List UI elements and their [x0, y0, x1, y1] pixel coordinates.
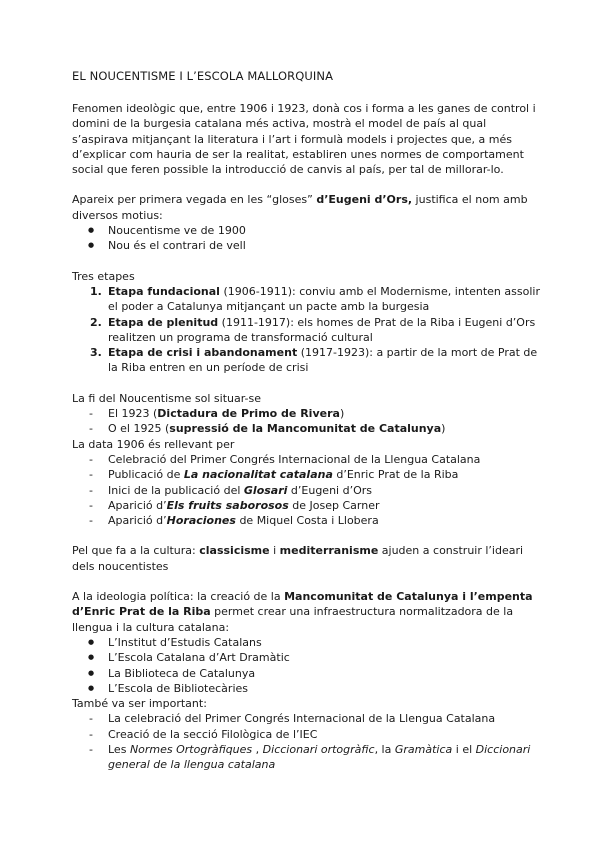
- list-item: ● Noucentisme ve de 1900: [72, 223, 540, 238]
- item-post: ): [441, 422, 446, 436]
- list-item: [72, 345, 540, 376]
- gloses-text-pre: Apareix per primera vegada en les “gloses”: [72, 193, 317, 207]
- list-item: [72, 406, 540, 421]
- list-item: ● Nou és el contrari de vell: [72, 238, 540, 253]
- list-item: - La celebració del Primer Congrés Internacional de la Llengua Catalana: [72, 711, 540, 726]
- cultura-post: ajuden a construir l’ideari dels noucentistes: [72, 544, 524, 573]
- item-pre: Publicació de: [108, 468, 184, 482]
- gloses-paragraph: [72, 192, 540, 223]
- cultura-bold-2: mediterranisme: [279, 544, 379, 558]
- cultura-paragraph: [72, 543, 540, 574]
- normes-title-2: Diccionari ortogràfic: [262, 742, 375, 756]
- etapa-number: 3.: [90, 346, 102, 360]
- etapa-name: Etapa de crisi i abandonament: [108, 346, 298, 360]
- list-item: [72, 467, 540, 482]
- item-title: Els fruits saborosos: [166, 498, 289, 512]
- item-pre: Aparició d’: [108, 498, 167, 512]
- etapa-text: (1906-1911): conviu amb el Modernisme, intenten assolir el poder a Catalunya mitjançant un pacte amb la burgesia: [108, 284, 540, 314]
- politica-post: permet crear una infraestructura normalitzadora de la llengua i la cultura catalana:: [72, 605, 514, 634]
- etapa-number: 2.: [90, 315, 102, 329]
- cultura-mid: i: [269, 544, 280, 558]
- data1906-list: [72, 452, 540, 528]
- item-post: d’Eugeni d’Ors: [287, 483, 372, 497]
- item-post: d’Enric Prat de la Riba: [332, 468, 459, 482]
- list-item: [72, 284, 540, 315]
- item-post: de Josep Carner: [288, 498, 380, 512]
- list-item: [72, 315, 540, 346]
- etapa-text: (1911-1917): els homes de Prat de la Riba i Eugeni d’Ors realitzen un programa de transformació cultural: [108, 315, 536, 344]
- list-item: ● L’Escola Catalana d’Art Dramàtic: [72, 650, 540, 665]
- list-item: ● L’Institut d’Estudis Catalans: [72, 635, 540, 650]
- tambe-list: [72, 711, 540, 772]
- item-bold: Dictadura de Primo de Rivera: [157, 407, 340, 421]
- page-title: EL NOUCENTISME I L’ESCOLA MALLORQUINA: [72, 69, 334, 83]
- cultura-pre: Pel que fa a la cultura:: [72, 544, 200, 558]
- etapes-heading: Tres etapes: [72, 269, 135, 283]
- item-title: Horaciones: [166, 514, 236, 528]
- etapa-number: 1.: [90, 284, 102, 298]
- item-post: de Miquel Costa i Llobera: [235, 514, 379, 528]
- item-pre: El 1923 (: [108, 407, 158, 421]
- item-post: ): [339, 407, 345, 421]
- fi-heading: La fi del Noucentisme sol situar-se: [72, 391, 262, 405]
- list-item: [72, 421, 540, 436]
- politica-paragraph: [72, 589, 540, 635]
- etapa-text: (1917-1923): a partir de la mort de Prat de la Riba entren en un període de crisi: [108, 346, 538, 375]
- item-pre: Celebració del Primer Congrés Internacional de la Llengua Catalana: [108, 452, 481, 466]
- list-item: ● L’Escola de Bibliotecàries: [72, 681, 540, 696]
- normes-title-1: Normes Ortogràfiques: [129, 742, 253, 756]
- gloses-list: [72, 223, 540, 254]
- list-item: - Creació de la secció Filològica de l’IEC: [72, 727, 540, 742]
- cultura-bold-1: classicisme: [199, 544, 270, 558]
- etapa-name: Etapa de plenitud: [108, 315, 219, 329]
- politica-list: [72, 635, 540, 696]
- list-item: ● La Biblioteca de Catalunya: [72, 666, 540, 681]
- normes-title-3: Gramàtica: [394, 742, 453, 756]
- gloses-author: d’Eugeni d’Ors,: [316, 193, 413, 207]
- data1906-heading: La data 1906 és rellevant per: [72, 437, 235, 451]
- normes-sep-3: i el: [452, 742, 476, 756]
- list-item: [72, 513, 540, 528]
- item-bold: supressió de la Mancomunitat de Catalunya: [169, 422, 442, 436]
- normes-sep-1: ,: [252, 742, 263, 756]
- politica-pre: A la ideologia política: la creació de la: [72, 590, 285, 604]
- tambe-heading: També va ser important:: [72, 697, 207, 711]
- item-title: La nacionalitat catalana: [183, 468, 333, 482]
- list-item: [72, 483, 540, 498]
- normes-pre: Les: [108, 742, 130, 756]
- normes-sep-2: , la: [374, 742, 395, 756]
- fi-list: [72, 406, 540, 437]
- politica-bold: Mancomunitat de Catalunya i l’empenta d’Enric Prat de la Riba: [72, 590, 533, 619]
- item-pre: Inici de la publicació del: [108, 483, 244, 497]
- intro-paragraph: Fenomen ideològic que, entre 1906 i 1923, donà cos i forma a les ganes de control i domini de la burgesia catalana més activa, mostrà el model de país al qual s’aspirava mitjançant la literatura i l’art i formulà models i projectes que, a més d’explicar com hauria de ser la realitat, establiren unes normes de comportament social que feren possible la introducció de canvis al país, per tal de millorar-lo.: [72, 102, 536, 177]
- etapes-list: [72, 284, 540, 376]
- etapa-name: Etapa fundacional: [108, 284, 220, 298]
- list-item: [72, 742, 540, 773]
- list-item: [72, 498, 540, 513]
- item-pre: O el 1925 (: [108, 422, 170, 436]
- item-title: Glosari: [243, 483, 288, 497]
- normes-title-4: Diccionari general de la llengua catalana: [108, 742, 531, 772]
- item-pre: Aparició d’: [108, 514, 167, 528]
- gloses-text-post: justifica el nom amb diversos motius:: [72, 193, 528, 222]
- list-item: [72, 452, 540, 467]
